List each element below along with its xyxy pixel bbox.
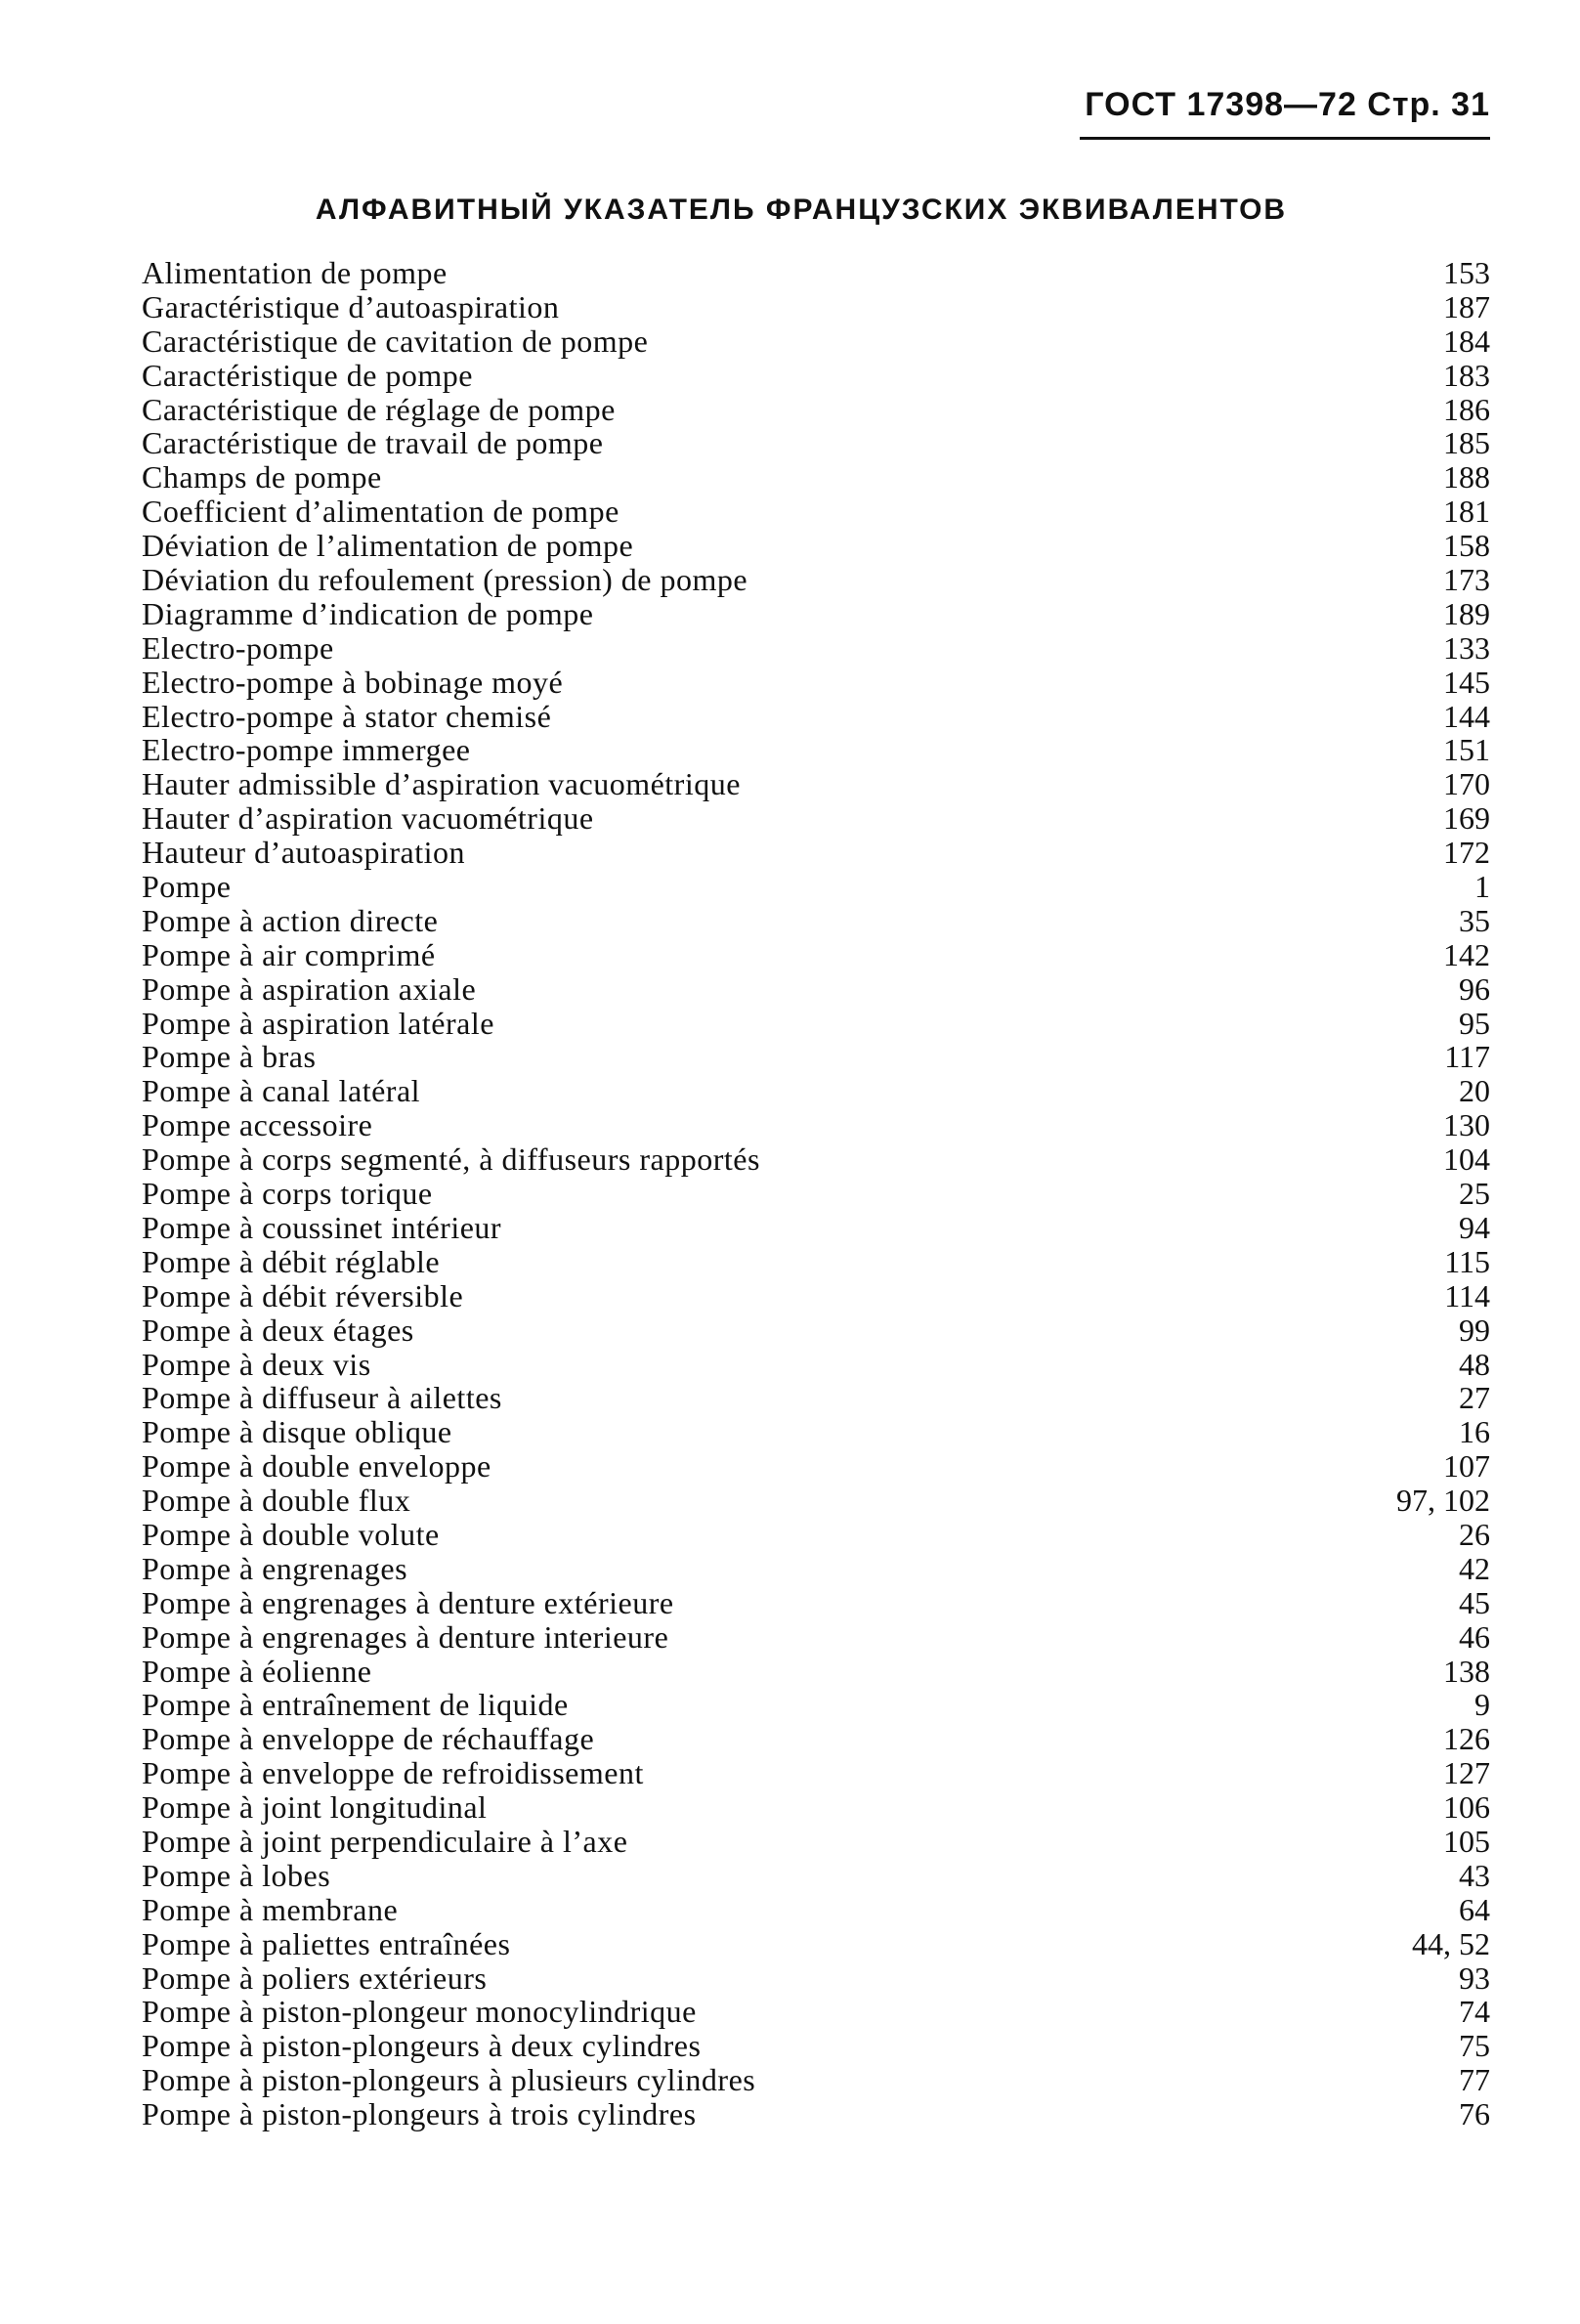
index-entry <box>142 1313 1490 1348</box>
index-entry <box>142 1348 1490 1382</box>
index-entry <box>142 1142 1490 1177</box>
entry-reference-number: 114 <box>1444 1277 1490 1313</box>
entry-reference-number: 133 <box>1443 629 1490 666</box>
page-header <box>1080 86 1490 135</box>
entry-reference-number: 43 <box>1459 1857 1490 1893</box>
entry-term: Pompe à coussinet intérieur <box>142 1209 502 1245</box>
entry-reference-number: 126 <box>1443 1721 1490 1757</box>
entry-term: Pompe à engrenages à denture interieure <box>142 1618 669 1655</box>
index-entry <box>142 1449 1490 1484</box>
entry-term: Déviation de l’alimentation de pompe <box>142 528 634 564</box>
index-entry <box>142 1245 1490 1279</box>
index-entry <box>142 1108 1490 1142</box>
index-entry <box>142 1074 1490 1108</box>
index-entry <box>142 1518 1490 1552</box>
entry-term: Caractéristique de réglage de pompe <box>142 391 616 427</box>
entry-term: Pompe à membrane <box>142 1891 399 1927</box>
index-entry <box>142 1893 1490 1927</box>
entry-term: Pompe à air comprimé <box>142 936 436 972</box>
entry-reference-number: 35 <box>1459 902 1490 938</box>
entry-term: Garactéristique d’autoaspiration <box>142 288 560 324</box>
index-entry <box>142 972 1490 1007</box>
entry-reference-number: 107 <box>1443 1448 1490 1485</box>
entry-reference-number: 142 <box>1443 936 1490 972</box>
entry-reference-number: 183 <box>1443 357 1490 393</box>
index-entry <box>142 256 1490 290</box>
index-entry <box>142 904 1490 938</box>
entry-reference-number: 64 <box>1459 1891 1490 1927</box>
entry-reference-number: 9 <box>1474 1687 1490 1723</box>
entry-reference-number: 77 <box>1459 2062 1490 2098</box>
entry-term: Pompe <box>142 869 232 905</box>
index-entry <box>142 460 1490 495</box>
entry-reference-number: 127 <box>1443 1755 1490 1791</box>
index-entry <box>142 1961 1490 1996</box>
index-list <box>142 256 1490 2131</box>
index-entry <box>142 938 1490 972</box>
entry-reference-number: 187 <box>1443 288 1490 324</box>
entry-reference-number: 76 <box>1459 2096 1490 2132</box>
entry-reference-number: 94 <box>1459 1209 1490 1245</box>
index-entry <box>142 733 1490 767</box>
index-entry <box>142 1586 1490 1620</box>
header-rule <box>1080 137 1490 140</box>
entry-term: Coefficient d’alimentation de pompe <box>142 494 619 530</box>
index-entry <box>142 1279 1490 1313</box>
entry-reference-number: 145 <box>1443 664 1490 700</box>
entry-term: Pompe à corps segmenté, à diffuseurs rapportés <box>142 1141 760 1178</box>
entry-reference-number: 45 <box>1459 1584 1490 1620</box>
standard-reference: ГОСТ 17398—72 Стр. 31 <box>1085 86 1490 123</box>
entry-term: Pompe à joint perpendiculaire à l’axe <box>142 1823 628 1859</box>
entry-term: Diagramme d’indication de pompe <box>142 595 594 631</box>
entry-term: Electro-pompe <box>142 629 334 666</box>
entry-reference-number: 138 <box>1443 1653 1490 1689</box>
entry-term: Alimentation de pompe <box>142 255 448 290</box>
entry-term: Pompe à corps torique <box>142 1176 433 1212</box>
index-entry <box>142 1007 1490 1041</box>
entry-term: Pompe à poliers extérieurs <box>142 1959 488 1996</box>
entry-reference-number: 117 <box>1444 1039 1490 1075</box>
entry-reference-number: 188 <box>1443 459 1490 495</box>
entry-reference-number: 48 <box>1459 1346 1490 1382</box>
index-entry <box>142 563 1490 597</box>
entry-reference-number: 144 <box>1443 698 1490 734</box>
entry-reference-number: 105 <box>1443 1823 1490 1859</box>
index-entry <box>142 2063 1490 2097</box>
entry-term: Pompe à double enveloppe <box>142 1448 491 1485</box>
index-entry <box>142 870 1490 904</box>
entry-reference-number: 169 <box>1443 800 1490 837</box>
entry-reference-number: 151 <box>1443 732 1490 768</box>
entry-term: Pompe à paliettes entraînées <box>142 1925 511 1961</box>
entry-reference-number: 189 <box>1443 595 1490 631</box>
entry-term: Caractéristique de pompe <box>142 357 473 393</box>
index-entry <box>142 426 1490 460</box>
entry-reference-number: 93 <box>1459 1959 1490 1996</box>
index-entry <box>142 495 1490 529</box>
index-entry <box>142 529 1490 563</box>
index-entry <box>142 1552 1490 1586</box>
index-entry <box>142 1790 1490 1825</box>
entry-term: Pompe à entraînement de liquide <box>142 1687 569 1723</box>
entry-term: Electro-pompe à stator chemisé <box>142 698 552 734</box>
entry-term: Pompe à canal latéral <box>142 1073 421 1109</box>
index-entry <box>142 2029 1490 2063</box>
entry-reference-number: 20 <box>1459 1073 1490 1109</box>
entry-reference-number: 16 <box>1459 1414 1490 1450</box>
index-entry <box>142 1381 1490 1415</box>
index-entry <box>142 1211 1490 1245</box>
entry-term: Pompe à engrenages <box>142 1550 408 1586</box>
entry-term: Pompe à double flux <box>142 1483 411 1519</box>
entry-reference-number: 172 <box>1443 835 1490 871</box>
index-entry <box>142 1415 1490 1449</box>
entry-reference-number: 158 <box>1443 528 1490 564</box>
entry-reference-number: 170 <box>1443 766 1490 802</box>
index-entry <box>142 1177 1490 1211</box>
entry-term: Champs de pompe <box>142 459 382 495</box>
index-entry <box>142 767 1490 801</box>
entry-reference-number: 26 <box>1459 1516 1490 1552</box>
index-entry <box>142 1927 1490 1961</box>
index-entry <box>142 359 1490 393</box>
entry-term: Pompe à bras <box>142 1039 317 1075</box>
entry-term: Hauteur d’autoaspiration <box>142 835 465 871</box>
entry-reference-number: 186 <box>1443 391 1490 427</box>
entry-term: Pompe à disque oblique <box>142 1414 452 1450</box>
index-entry <box>142 1620 1490 1655</box>
entry-term: Electro-pompe immergee <box>142 732 471 768</box>
entry-reference-number: 27 <box>1459 1380 1490 1416</box>
index-entry <box>142 1825 1490 1859</box>
entry-reference-number: 115 <box>1444 1243 1490 1279</box>
entry-reference-number: 75 <box>1459 2028 1490 2064</box>
index-entry <box>142 324 1490 359</box>
index-entry <box>142 836 1490 870</box>
entry-reference-number: 130 <box>1443 1107 1490 1143</box>
entry-term: Pompe à action directe <box>142 902 439 938</box>
entry-reference-number: 184 <box>1443 323 1490 359</box>
index-entry <box>142 1859 1490 1893</box>
index-entry <box>142 700 1490 734</box>
entry-term: Pompe à diffuseur à ailettes <box>142 1380 502 1416</box>
index-entry <box>142 2097 1490 2131</box>
index-entry <box>142 597 1490 631</box>
entry-reference-number: 96 <box>1459 970 1490 1007</box>
index-entry <box>142 1655 1490 1689</box>
index-entry <box>142 290 1490 324</box>
entry-term: Pompe à enveloppe de réchauffage <box>142 1721 595 1757</box>
entry-reference-number: 25 <box>1459 1176 1490 1212</box>
entry-term: Pompe à piston-plongeur monocylindrique <box>142 1994 697 2030</box>
entry-reference-number: 181 <box>1443 494 1490 530</box>
entry-reference-number: 44, 52 <box>1412 1925 1490 1961</box>
entry-term: Hauter admissible d’aspiration vacuométrique <box>142 766 741 802</box>
index-entry <box>142 1756 1490 1790</box>
entry-term: Pompe à engrenages à denture extérieure <box>142 1584 674 1620</box>
index-entry <box>142 1688 1490 1722</box>
index-entry <box>142 1722 1490 1756</box>
entry-term: Pompe à deux vis <box>142 1346 371 1382</box>
entry-term: Déviation du refoulement (pression) de pompe <box>142 562 748 598</box>
entry-term: Caractéristique de cavitation de pompe <box>142 323 649 359</box>
entry-term: Pompe à piston-plongeurs à deux cylindres <box>142 2028 702 2064</box>
entry-term: Pompe à enveloppe de refroidissement <box>142 1755 644 1791</box>
index-entry <box>142 393 1490 427</box>
entry-reference-number: 95 <box>1459 1005 1490 1041</box>
entry-reference-number: 106 <box>1443 1789 1490 1826</box>
entry-term: Caractéristique de travail de pompe <box>142 425 604 461</box>
entry-term: Pompe à aspiration latérale <box>142 1005 494 1041</box>
entry-term: Pompe à piston-plongeurs à trois cylindres <box>142 2096 697 2132</box>
index-entry <box>142 666 1490 700</box>
entry-term: Pompe à deux étages <box>142 1312 414 1348</box>
index-entry <box>142 1995 1490 2029</box>
entry-term: Hauter d’aspiration vacuométrique <box>142 800 594 837</box>
entry-term: Pompe à débit réglable <box>142 1243 441 1279</box>
entry-term: Pompe à joint longitudinal <box>142 1789 488 1826</box>
entry-reference-number: 153 <box>1443 255 1490 290</box>
entry-reference-number: 42 <box>1459 1550 1490 1586</box>
index-entry <box>142 631 1490 666</box>
entry-reference-number: 173 <box>1443 562 1490 598</box>
index-entry <box>142 801 1490 836</box>
entry-reference-number: 74 <box>1459 1994 1490 2030</box>
entry-term: Pompe à double volute <box>142 1516 440 1552</box>
index-entry <box>142 1484 1490 1518</box>
page-title: АЛФАВИТНЫЙ УКАЗАТЕЛЬ ФРАНЦУЗСКИХ ЭКВИВАЛЕНТОВ <box>315 194 1288 226</box>
entry-term: Pompe à piston-plongeurs à plusieurs cylindres <box>142 2062 756 2098</box>
entry-term: Pompe à aspiration axiale <box>142 970 477 1007</box>
entry-term: Pompe accessoire <box>142 1107 373 1143</box>
entry-term: Pompe à débit réversible <box>142 1277 464 1313</box>
entry-term: Pompe à lobes <box>142 1857 331 1893</box>
entry-reference-number: 46 <box>1459 1618 1490 1655</box>
entry-reference-number: 104 <box>1443 1141 1490 1178</box>
entry-reference-number: 97, 102 <box>1396 1483 1490 1519</box>
entry-term: Electro-pompe à bobinage moyé <box>142 664 564 700</box>
entry-reference-number: 1 <box>1474 869 1490 905</box>
entry-reference-number: 185 <box>1443 425 1490 461</box>
index-entry <box>142 1040 1490 1074</box>
entry-reference-number: 99 <box>1459 1312 1490 1348</box>
entry-term: Pompe à éolienne <box>142 1653 372 1689</box>
